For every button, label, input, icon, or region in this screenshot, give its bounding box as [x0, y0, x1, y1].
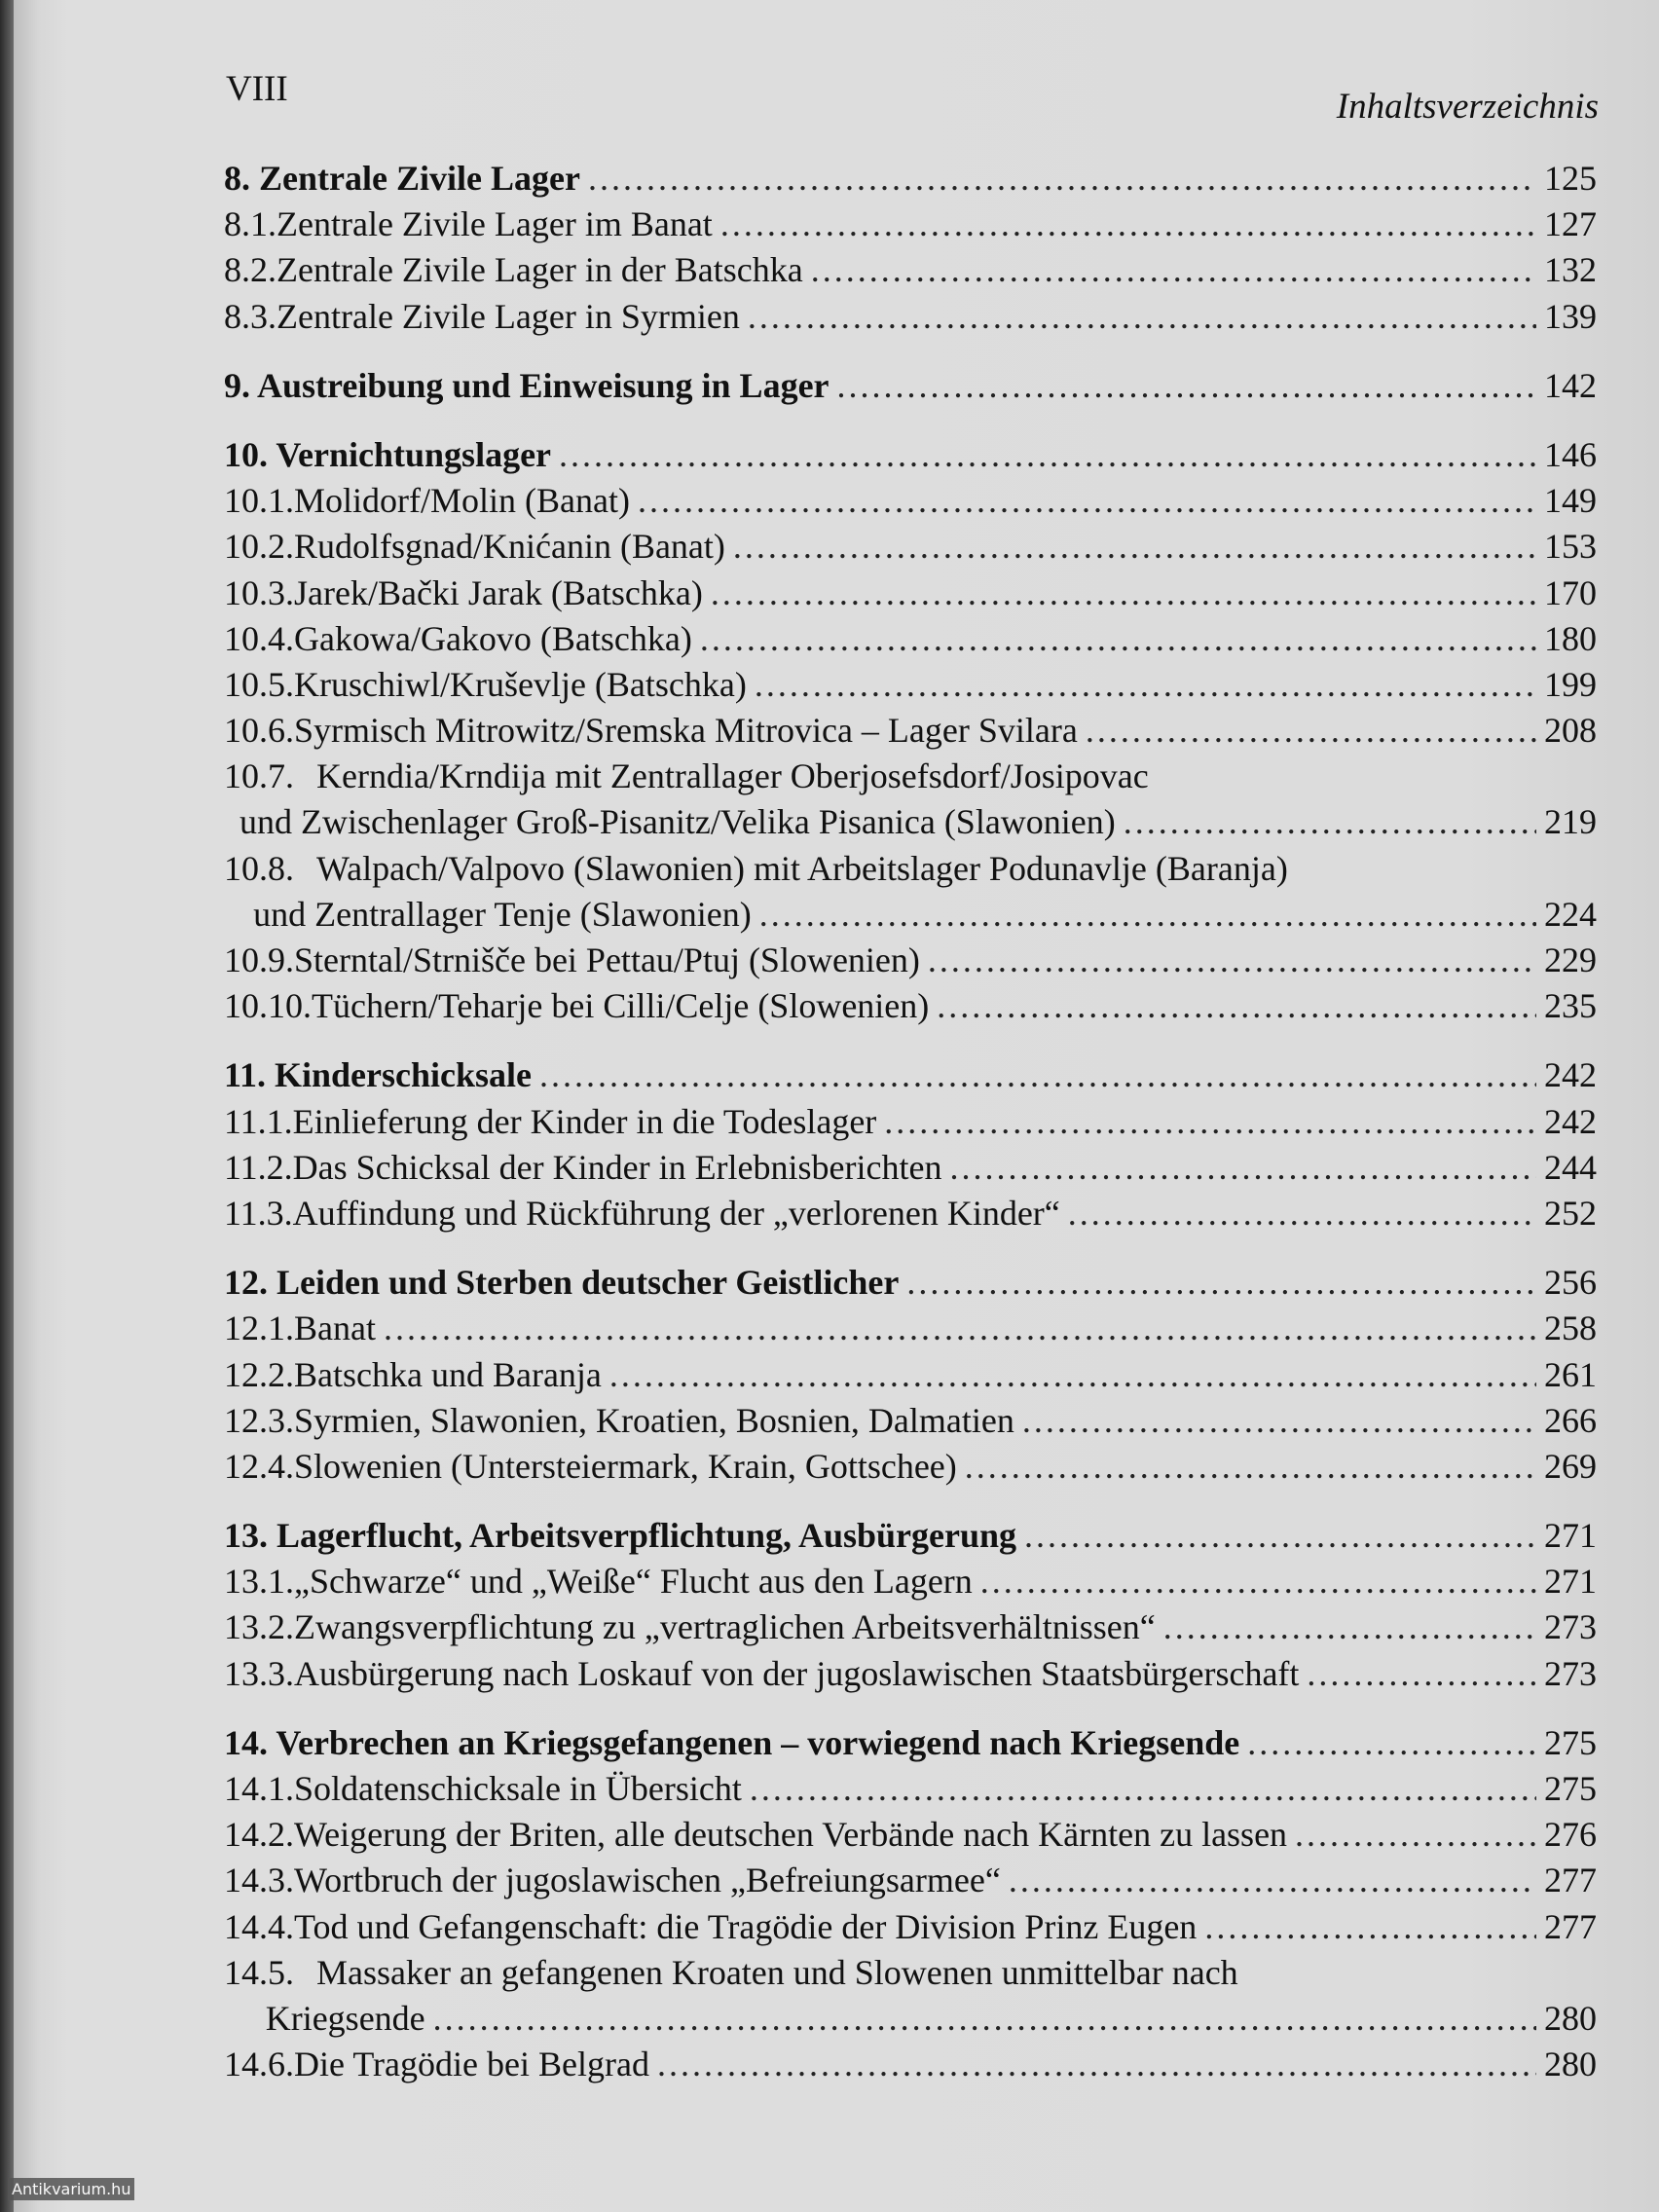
subentry-number: 12.4.	[224, 1446, 294, 1486]
subentry[interactable]	[224, 1606, 1597, 1652]
subentry-number: 14.1.	[224, 1769, 294, 1808]
toc-section	[224, 434, 1597, 1031]
dot-leader	[755, 664, 1536, 705]
subentry[interactable]	[224, 1101, 1597, 1147]
subentry-title: Kerndia/Krndija mit Zentrallager Oberjosefsdorf/Josipovac	[316, 756, 1149, 796]
subentry-page: 261	[1544, 1354, 1597, 1394]
subentry-title: Banat	[294, 1309, 376, 1348]
chapter-title: 8. Zentrale Zivile Lager	[224, 159, 580, 198]
subentry-page: 280	[1544, 2045, 1597, 2084]
dot-leader	[638, 480, 1536, 521]
subentry-line[interactable]	[224, 756, 1597, 801]
subentry[interactable]	[224, 1561, 1597, 1606]
dot-leader	[837, 365, 1536, 406]
chapter-entry[interactable]	[224, 1515, 1597, 1561]
subentry-title: Tod und Gefangenschaft: die Tragödie der Division Prinz Eugen	[294, 1906, 1198, 1946]
subentry-page: 170	[1544, 572, 1597, 612]
subentry-number: 13.1.	[224, 1562, 294, 1602]
subentry-page: 266	[1544, 1400, 1597, 1440]
subentry-number: 11.3.	[224, 1193, 293, 1233]
subentry[interactable]	[224, 1653, 1597, 1699]
subentry-number: 10.6.	[224, 711, 294, 751]
chapter-title: 11. Kinderschicksale	[224, 1055, 533, 1095]
chapter-page: 142	[1544, 365, 1597, 405]
dot-leader	[1307, 1653, 1536, 1694]
subentry-number: 10.5.	[224, 664, 294, 704]
subentry-title: Kruschiwl/Kruševlje (Batschka)	[294, 664, 747, 704]
subentry-page: 132	[1544, 250, 1597, 290]
subentry-title: Walpach/Valpovo (Slawonien) mit Arbeitslager Podunavlje (Baranja)	[316, 848, 1288, 888]
dot-leader	[949, 1147, 1536, 1188]
subentry-title: Zentrale Zivile Lager im Banat	[276, 204, 713, 244]
dot-leader	[1086, 710, 1536, 751]
chapter-page: 275	[1544, 1722, 1597, 1762]
subentry-number: 10.2.	[224, 527, 294, 567]
subentry-page: 258	[1544, 1309, 1597, 1348]
dot-leader	[1295, 1814, 1536, 1855]
subentry-title-cont: Kriegsende	[265, 1998, 425, 2038]
subentry[interactable]	[224, 1354, 1597, 1400]
book-spine-shadow	[0, 0, 14, 2212]
subentry-number: 10.10.	[224, 986, 312, 1026]
subentry[interactable]	[224, 1906, 1597, 1952]
subentry-page: 280	[1544, 1998, 1597, 2038]
subentry-number: 13.2.	[224, 1607, 294, 1647]
dot-leader	[539, 1054, 1536, 1095]
subentry-number: 10.9.	[224, 940, 294, 979]
chapter-page: 125	[1544, 159, 1597, 198]
subentry-page: 199	[1544, 664, 1597, 704]
chapter-entry[interactable]	[224, 158, 1597, 203]
subentry-title: Weigerung der Briten, alle deutschen Verbände nach Kärnten zu lassen	[294, 1815, 1288, 1855]
subentry-number: 8.3.	[224, 296, 276, 336]
dot-leader	[657, 2044, 1536, 2084]
subentry-page: 149	[1544, 481, 1597, 521]
dot-leader	[750, 1768, 1536, 1809]
subentry[interactable]	[224, 2044, 1597, 2089]
subentry-line[interactable]	[224, 848, 1597, 894]
subentry-title: Einlieferung der Kinder in die Todeslager	[292, 1101, 877, 1141]
dot-leader	[937, 985, 1536, 1026]
table-of-contents	[224, 158, 1597, 2113]
subentry-page: 252	[1544, 1193, 1597, 1233]
dot-leader	[1204, 1906, 1536, 1947]
subentry-title: Slowenien (Untersteiermark, Krain, Gottschee)	[294, 1446, 957, 1486]
subentry-number: 14.2.	[224, 1815, 294, 1855]
subentry-number: 12.1.	[224, 1309, 294, 1348]
subentry-page: 275	[1544, 1769, 1597, 1808]
subentry-title: Soldatenschicksale in Übersicht	[294, 1769, 742, 1808]
toc-section	[224, 1515, 1597, 1699]
chapter-entry[interactable]	[224, 1262, 1597, 1308]
dot-leader	[980, 1561, 1536, 1602]
subentry-number: 8.2.	[224, 250, 276, 290]
subentry-page: 269	[1544, 1446, 1597, 1486]
subentry-page: 180	[1544, 618, 1597, 658]
subentry-title: „Schwarze“ und „Weiße“ Flucht aus den Lagern	[294, 1562, 973, 1602]
dot-leader	[884, 1101, 1536, 1142]
subentry-title: Tüchern/Teharje bei Cilli/Celje (Slowenien)	[312, 986, 930, 1026]
dot-leader	[700, 618, 1536, 659]
subentry-number: 14.3.	[224, 1861, 294, 1900]
subentry-title: Batschka und Baranja	[294, 1354, 602, 1394]
subentry[interactable]	[224, 710, 1597, 756]
dot-leader	[811, 249, 1536, 290]
subentry[interactable]	[224, 1400, 1597, 1446]
dot-leader	[1247, 1722, 1536, 1763]
subentry[interactable]	[224, 618, 1597, 664]
chapter-entry[interactable]	[224, 1054, 1597, 1100]
chapter-entry[interactable]	[224, 434, 1597, 480]
subentry-title: Gakowa/Gakovo (Batschka)	[294, 618, 692, 658]
subentry[interactable]	[224, 1193, 1597, 1238]
subentry-page: 273	[1544, 1653, 1597, 1693]
subentry[interactable]	[224, 203, 1597, 249]
chapter-page: 146	[1544, 434, 1597, 474]
subentry-number: 12.3.	[224, 1400, 294, 1440]
subentry[interactable]	[224, 480, 1597, 526]
subentry-page: 127	[1544, 204, 1597, 244]
chapter-title: 9. Austreibung und Einweisung in Lager	[224, 365, 830, 405]
dot-leader	[906, 1262, 1536, 1303]
dot-leader	[1024, 1515, 1536, 1556]
dot-leader	[588, 158, 1536, 199]
chapter-page: 242	[1544, 1055, 1597, 1095]
dot-leader	[1124, 801, 1536, 842]
subentry-title: Syrmien, Slawonien, Kroatien, Bosnien, Dalmatien	[294, 1400, 1014, 1440]
subentry-page: 244	[1544, 1147, 1597, 1187]
subentry-page: 276	[1544, 1815, 1597, 1855]
subentry-title: Das Schicksal der Kinder in Erlebnisberichten	[292, 1147, 942, 1187]
subentry-number: 13.3.	[224, 1653, 294, 1693]
subentry-page: 224	[1544, 894, 1597, 934]
chapter-page: 256	[1544, 1263, 1597, 1303]
toc-section	[224, 1722, 1597, 2090]
page-number: VIII	[226, 69, 288, 109]
chapter-entry[interactable]	[224, 365, 1597, 411]
subentry-page: 229	[1544, 940, 1597, 979]
subentry-number: 10.8.	[224, 848, 294, 888]
subentry-page: 139	[1544, 296, 1597, 336]
dot-leader	[965, 1446, 1536, 1487]
subentry[interactable]	[224, 940, 1597, 985]
watermark: Antikvarium.hu	[8, 2178, 134, 2200]
subentry-title: Ausbürgerung nach Loskauf von der jugoslawischen Staatsbürgerschaft	[294, 1653, 1300, 1693]
subentry-number: 10.3.	[224, 572, 294, 612]
dot-leader	[711, 572, 1536, 613]
subentry-continuation[interactable]	[224, 1998, 1597, 2044]
dot-leader	[433, 1998, 1536, 2039]
subentry[interactable]	[224, 1446, 1597, 1492]
subentry-number: 14.5.	[224, 1952, 294, 1992]
chapter-title: 10. Vernichtungslager	[224, 434, 552, 474]
subentry-number: 14.4.	[224, 1906, 294, 1946]
subentry[interactable]	[224, 1814, 1597, 1860]
dot-leader	[759, 894, 1536, 935]
subentry[interactable]	[224, 1308, 1597, 1353]
dot-leader	[748, 296, 1536, 337]
subentry[interactable]	[224, 664, 1597, 710]
subentry-page: 235	[1544, 986, 1597, 1026]
subentry-number: 10.1.	[224, 481, 294, 521]
subentry[interactable]	[224, 1147, 1597, 1193]
subentry[interactable]	[224, 1768, 1597, 1814]
subentry-title: Massaker an gefangenen Kroaten und Slowenen unmittelbar nach	[316, 1952, 1238, 1992]
dot-leader	[609, 1354, 1536, 1395]
dot-leader	[1009, 1860, 1536, 1900]
subentry[interactable]	[224, 572, 1597, 618]
subentry[interactable]	[224, 985, 1597, 1031]
dot-leader	[1068, 1193, 1536, 1234]
subentry-page: 208	[1544, 711, 1597, 751]
subentry-line[interactable]	[224, 1952, 1597, 1998]
dot-leader	[720, 203, 1536, 244]
chapter-title: 12. Leiden und Sterben deutscher Geistlicher	[224, 1263, 900, 1303]
subentry-number: 12.2.	[224, 1354, 294, 1394]
subentry-page: 277	[1544, 1906, 1597, 1946]
subentry-number: 11.2.	[224, 1147, 293, 1187]
subentry-title: Zentrale Zivile Lager in Syrmien	[276, 296, 740, 336]
subentry-title: Molidorf/Molin (Banat)	[294, 481, 630, 521]
chapter-entry[interactable]	[224, 1722, 1597, 1768]
running-title: Inhaltsverzeichnis	[1336, 87, 1599, 127]
chapter-title: 14. Verbrechen an Kriegsgefangenen – vorwiegend nach Kriegsende	[224, 1722, 1240, 1762]
subentry[interactable]	[224, 249, 1597, 295]
subentry-title: Syrmisch Mitrowitz/Sremska Mitrovica – Lager Svilara	[294, 711, 1078, 751]
toc-section	[224, 1054, 1597, 1238]
subentry-continuation[interactable]	[224, 801, 1597, 847]
chapter-title: 13. Lagerflucht, Arbeitsverpflichtung, Ausbürgerung	[224, 1516, 1017, 1556]
subentry-title: Zwangsverpflichtung zu „vertraglichen Arbeitsverhältnissen“	[294, 1607, 1156, 1647]
toc-section	[224, 158, 1597, 342]
chapter-page: 271	[1544, 1516, 1597, 1556]
subentry[interactable]	[224, 526, 1597, 571]
toc-section	[224, 365, 1597, 411]
dot-leader	[733, 526, 1536, 567]
subentry-page: 273	[1544, 1607, 1597, 1647]
subentry-page: 242	[1544, 1101, 1597, 1141]
dot-leader	[1163, 1606, 1536, 1647]
subentry[interactable]	[224, 1860, 1597, 1905]
subentry-page: 271	[1544, 1562, 1597, 1602]
subentry-title: Zentrale Zivile Lager in der Batschka	[276, 250, 803, 290]
subentry-title: Sterntal/Strnišče bei Pettau/Ptuj (Slowenien)	[294, 940, 920, 979]
subentry-number: 11.1.	[224, 1101, 293, 1141]
dot-leader	[928, 940, 1536, 980]
dot-leader	[559, 434, 1536, 475]
subentry-number: 10.7.	[224, 756, 294, 796]
toc-section	[224, 1262, 1597, 1492]
subentry-title: Auffindung und Rückführung der „verlorenen Kinder“	[292, 1193, 1060, 1233]
subentry-page: 219	[1544, 802, 1597, 842]
dot-leader	[1022, 1400, 1536, 1441]
subentry-page: 153	[1544, 527, 1597, 567]
subentry-title-cont: und Zwischenlager Groß-Pisanitz/Velika Pisanica (Slawonien)	[240, 802, 1116, 842]
subentry-title-cont: und Zentrallager Tenje (Slawonien)	[253, 894, 752, 934]
subentry-title: Die Tragödie bei Belgrad	[294, 2045, 649, 2084]
subentry-number: 14.6.	[224, 2045, 294, 2084]
subentry[interactable]	[224, 296, 1597, 342]
subentry-title: Rudolfsgnad/Knićanin (Banat)	[294, 527, 725, 567]
dot-leader	[384, 1308, 1536, 1348]
subentry-page: 277	[1544, 1861, 1597, 1900]
subentry-title: Jarek/Bački Jarak (Batschka)	[294, 572, 703, 612]
subentry-continuation[interactable]	[224, 894, 1597, 940]
subentry-title: Wortbruch der jugoslawischen „Befreiungsarmee“	[294, 1861, 1001, 1900]
subentry-number: 8.1.	[224, 204, 276, 244]
subentry-number: 10.4.	[224, 618, 294, 658]
